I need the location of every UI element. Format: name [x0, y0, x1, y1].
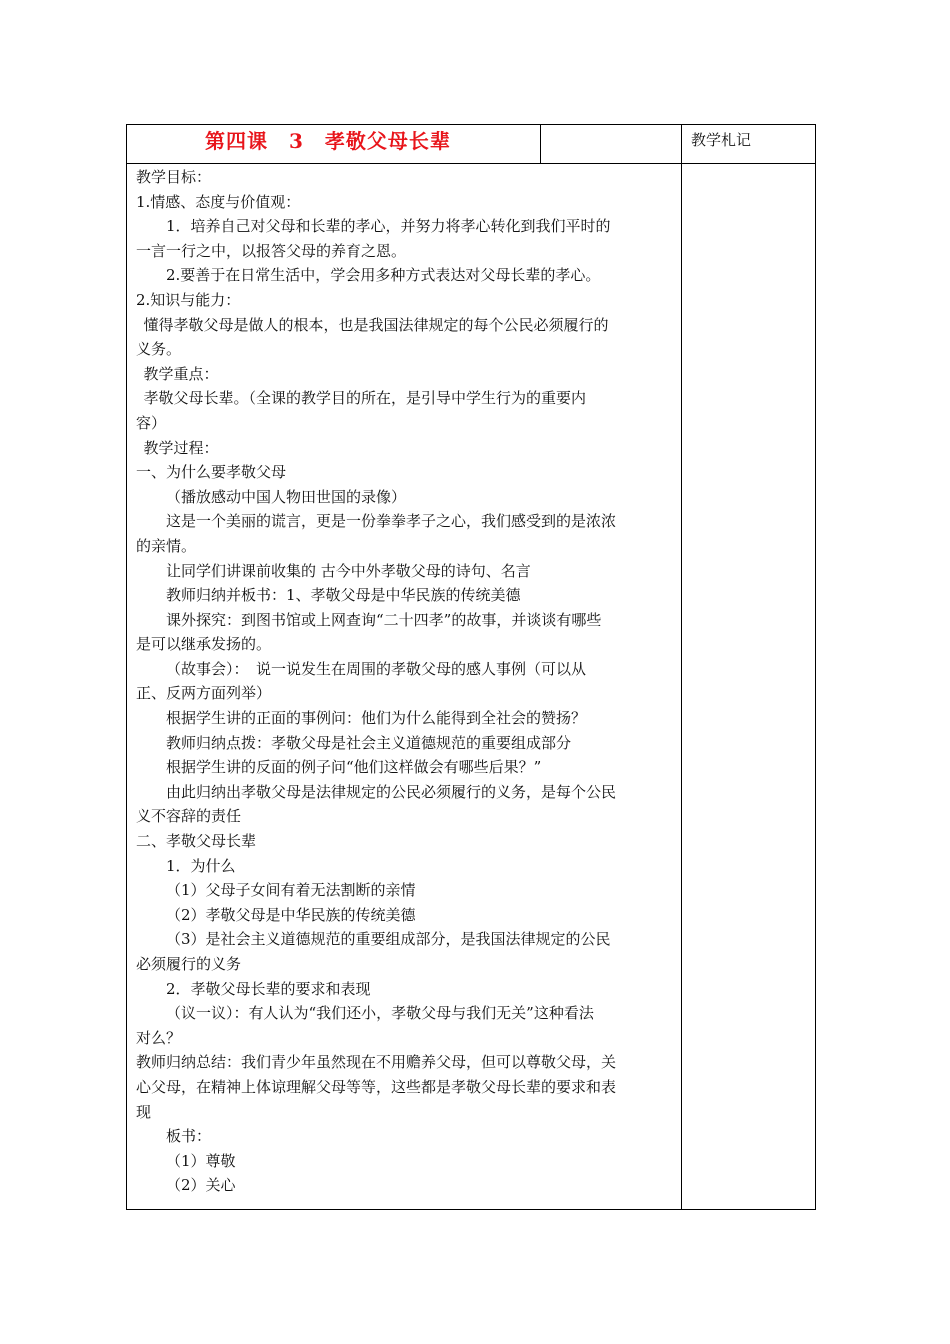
- content-line: （播放感动中国人物田世国的录像）: [166, 487, 407, 506]
- content-line: （1）尊敬: [166, 1151, 236, 1170]
- content-line: 孝敬父母长辈。（全课的教学目的所在，是引导中学生行为的重要内: [143, 389, 587, 408]
- content-line: 2.知识与能力：: [136, 290, 241, 309]
- content-line: 根据学生讲的反面的例子问“他们这样做会有哪些后果？”: [166, 758, 542, 777]
- lesson-plan-table: [126, 124, 816, 1210]
- content-line: 1.情感、态度与价值观：: [136, 192, 301, 211]
- content-line: 必须履行的义务: [136, 955, 242, 973]
- content-line: 一、为什么要孝敬父母: [136, 463, 287, 482]
- content-line: 现: [136, 1102, 152, 1121]
- content-line: 教师归纳总结：我们青少年虽然现在不用赡养父母，但可以尊敬父母，关: [136, 1053, 617, 1072]
- content-line: 懂得孝敬父母是做人的根本，也是我国法律规定的每个公民必须履行的: [143, 315, 609, 334]
- content-line: 这是一个美丽的谎言，更是一份拳拳孝子之心，我们感受到的是浓浓: [166, 512, 617, 531]
- content-line: 的亲情。: [136, 536, 197, 555]
- content-line: 1．培养自己对父母和长辈的孝心，并努力将孝心转化到我们平时的: [166, 217, 611, 236]
- content-line: 教师归纳点拨：孝敬父母是社会主义道德规范的重要组成部分: [166, 733, 572, 752]
- content-line: （1）父母子女间有着无法割断的亲情: [166, 881, 416, 900]
- content-line: （2）孝敬父母是中华民族的传统美德: [166, 905, 416, 924]
- content-line: 教学过程：: [143, 438, 219, 457]
- content-line: （故事会）： 说一说发生在周围的孝敬父母的感人事例（可以从: [166, 659, 587, 678]
- content-line: 一言一行之中，以报答父母的养育之恩。: [136, 241, 407, 260]
- content-line: 让同学们讲课前收集的 古今中外孝敬父母的诗句、名言: [166, 561, 531, 580]
- content-line: （3）是社会主义道德规范的重要组成部分，是我国法律规定的公民: [166, 930, 611, 949]
- content-line: 容）: [136, 413, 167, 432]
- lesson-title: 第四课 3 孝敬父母长辈: [205, 129, 451, 153]
- content-line: 心父母，在精神上体谅理解父母等等，这些都是孝敬父母长辈的要求和表: [136, 1077, 617, 1096]
- content-line: （议一议）：有人认为“我们还小，孝敬父母与我们无关”这种看法: [166, 1004, 594, 1023]
- content-line: 课外探究：到图书馆或上网查询“二十四孝”的故事，并谈谈有哪些: [166, 610, 602, 629]
- content-line: 板书：: [166, 1127, 212, 1146]
- content-line: 义不容辞的责任: [136, 807, 242, 826]
- content-line: 教学目标：: [136, 168, 212, 186]
- content-line: 是可以继承发扬的。: [136, 635, 272, 654]
- title-cell-divider: [540, 125, 541, 163]
- notes-header-divider: [681, 163, 815, 164]
- content-line: 义务。: [136, 340, 182, 359]
- content-line: 由此归纳出孝敬父母是法律规定的公民必须履行的义务，是每个公民: [166, 782, 617, 801]
- content-line: 1．为什么: [166, 856, 236, 875]
- header-row-divider: [127, 163, 681, 164]
- content-line: （2）关心: [166, 1176, 236, 1195]
- column-divider: [681, 125, 682, 1209]
- content-line: 教师归纳并板书：1、孝敬父母是中华民族的传统美德: [166, 586, 521, 605]
- content-line: 2．孝敬父母长辈的要求和表现: [166, 979, 371, 998]
- teaching-notes-label: 教学札记: [691, 131, 752, 149]
- content-line: 2.要善于在日常生活中，学会用多种方式表达对父母长辈的孝心。: [166, 266, 601, 285]
- content-line: 根据学生讲的正面的事例问：他们为什么能得到全社会的赞扬？: [166, 709, 587, 728]
- content-line: 正、反两方面列举）: [136, 684, 272, 703]
- content-line: 对么？: [136, 1028, 182, 1047]
- content-line: 二、孝敬父母长辈: [136, 832, 257, 851]
- content-line: 教学重点：: [143, 364, 219, 383]
- lesson-content: [136, 165, 666, 1198]
